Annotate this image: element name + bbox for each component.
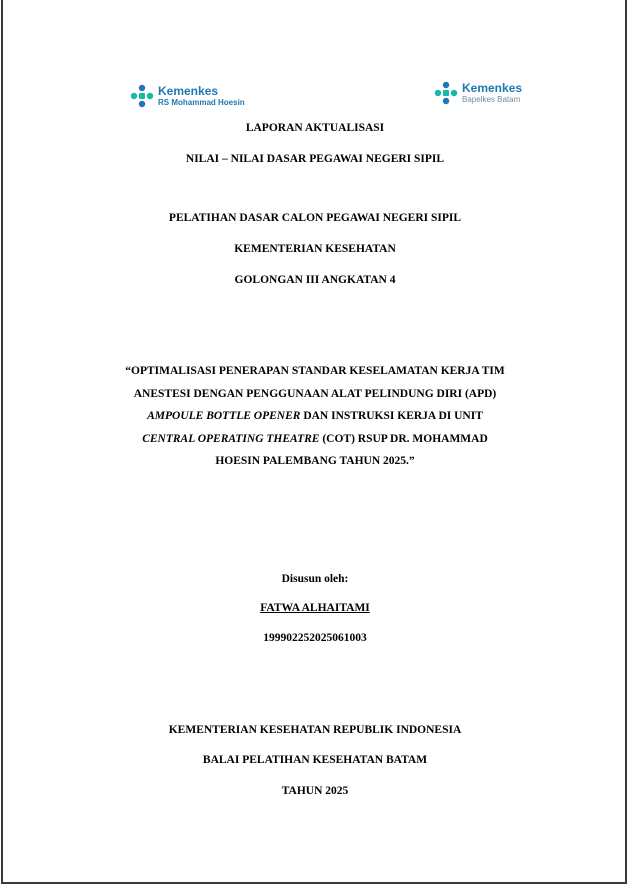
logo-right-sub: Bapelkes Batam: [462, 95, 521, 104]
title-line-4-rest: (COT) RSUP DR. MOHAMMAD: [319, 432, 488, 445]
ministry-name: KEMENTERIAN KESEHATAN: [234, 243, 396, 255]
title-line-4: [0, 428, 630, 451]
title-line-5: HOESIN PALEMBANG TAHUN 2025.”: [215, 455, 415, 467]
report-type: LAPORAN AKTUALISASI: [245, 122, 385, 134]
group-name: GOLONGAN III ANGKATAN 4: [234, 274, 396, 286]
title-line-3-italic: AMPOULE BOTTLE OPENER: [147, 410, 301, 422]
report-title: [0, 360, 630, 473]
author-name: [0, 601, 630, 615]
title-line-4-italic: CENTRAL OPERATING THEATRE: [142, 432, 320, 445]
logo-right-name: Kemenkes: [462, 81, 523, 95]
logo-kemenkes-bapelkes-batam: [434, 81, 522, 105]
title-line-1: “OPTIMALISASI PENERAPAN STANDAR KESELAMATAN KERJA TIM: [125, 365, 505, 377]
author-nip: 199902252025061003: [263, 632, 367, 644]
kemenkes-logo-icon: [130, 84, 154, 108]
logo-left-sub: RS Mohammad Hoesin: [158, 98, 245, 107]
title-line-3-rest: DAN INSTRUKSI KERJA DI UNIT: [300, 410, 483, 422]
unit-name: BALAI PELATIHAN KESEHATAN BATAM: [202, 754, 428, 766]
kemenkes-logo-icon: [434, 81, 458, 105]
logo-kemenkes-rs-mohammad-hoesin: [130, 84, 245, 108]
title-line-2: ANESTESI DENGAN PENGGUNAAN ALAT PELINDUNG DIRI (APD): [133, 387, 497, 400]
title-line-3: [0, 405, 630, 428]
report-year: TAHUN 2025: [281, 785, 349, 797]
institution-name: KEMENTERIAN KESEHATAN REPUBLIK INDONESIA: [168, 724, 462, 736]
author-label: Disusun oleh:: [281, 573, 349, 585]
logo-left-name: Kemenkes: [158, 84, 219, 98]
author-name-text: FATWA ALHAITAMI: [260, 602, 370, 614]
report-subtitle: NILAI – NILAI DASAR PEGAWAI NEGERI SIPIL: [185, 153, 445, 165]
training-name: PELATIHAN DASAR CALON PEGAWAI NEGERI SIPIL: [168, 212, 462, 224]
